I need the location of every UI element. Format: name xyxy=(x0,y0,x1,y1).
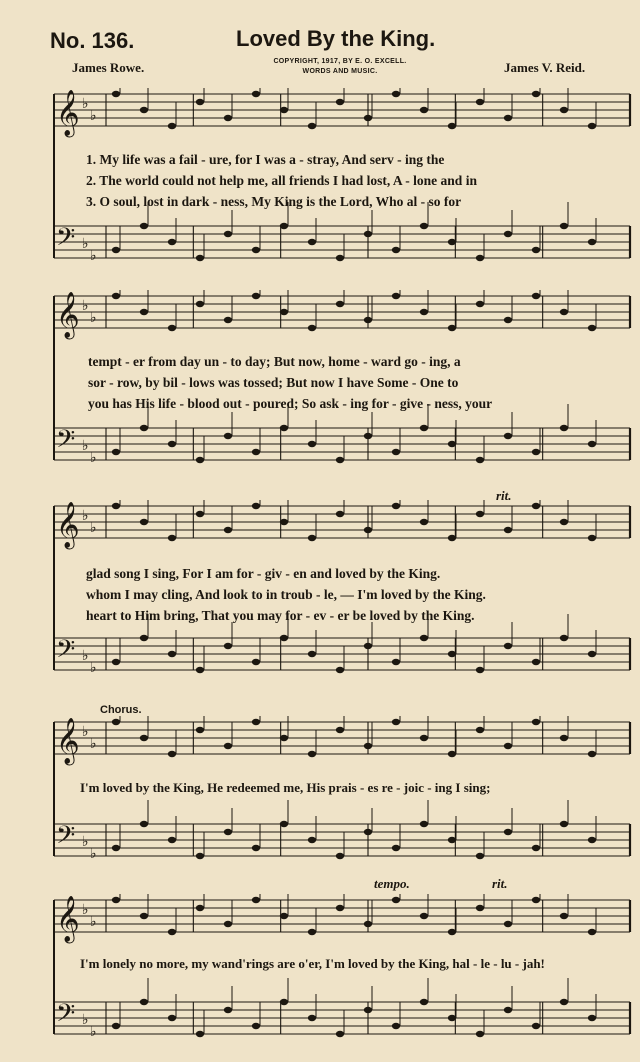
notehead xyxy=(448,837,456,843)
notehead xyxy=(112,293,120,299)
notehead xyxy=(588,929,596,935)
notehead xyxy=(252,503,260,509)
flat-icon: ♭ xyxy=(90,450,97,466)
notehead xyxy=(336,667,344,673)
notehead xyxy=(364,921,372,927)
flat-icon: ♭ xyxy=(90,520,97,536)
ritardando-mark: rit. xyxy=(496,488,512,503)
notehead xyxy=(252,1023,260,1029)
notehead xyxy=(560,309,568,315)
notehead xyxy=(504,1007,512,1013)
notehead xyxy=(560,821,568,827)
notehead xyxy=(252,845,260,851)
notehead xyxy=(532,845,540,851)
flat-icon: ♭ xyxy=(82,902,89,918)
notehead xyxy=(224,527,232,533)
notehead xyxy=(112,247,120,253)
notehead xyxy=(112,91,120,97)
flat-icon: ♭ xyxy=(90,108,97,124)
copyright-line: COPYRIGHT, 1917, BY E. O. EXCELL. xyxy=(273,58,407,65)
notehead xyxy=(308,239,316,245)
treble-clef-icon: 𝄞 xyxy=(56,896,80,942)
flat-icon: ♭ xyxy=(82,438,89,454)
notehead xyxy=(196,905,204,911)
notehead xyxy=(504,433,512,439)
notehead xyxy=(140,519,148,525)
notehead xyxy=(112,845,120,851)
notehead xyxy=(504,527,512,533)
notehead xyxy=(476,667,484,673)
notehead xyxy=(504,317,512,323)
notehead xyxy=(252,91,260,97)
notehead xyxy=(588,123,596,129)
notehead xyxy=(392,897,400,903)
notehead xyxy=(420,309,428,315)
notehead xyxy=(140,635,148,641)
flat-icon: ♭ xyxy=(90,660,97,676)
notehead xyxy=(336,511,344,517)
notehead xyxy=(168,535,176,541)
lyric-line: 3. O soul, lost in dark - ness, My King is the Lord, Who al - so for xyxy=(86,194,462,209)
notehead xyxy=(560,999,568,1005)
notehead xyxy=(308,651,316,657)
notehead xyxy=(476,511,484,517)
treble-clef-icon: 𝄞 xyxy=(56,718,80,764)
lyric-line: 1. My life was a fail - ure, for I was a - stray, And serv - ing the xyxy=(86,152,445,167)
notehead xyxy=(196,511,204,517)
notehead xyxy=(196,99,204,105)
treble-clef-icon: 𝄞 xyxy=(56,502,80,548)
notehead xyxy=(420,735,428,741)
notehead xyxy=(560,107,568,113)
notehead xyxy=(532,91,540,97)
notehead xyxy=(336,255,344,261)
lyric-line: you has His life - blood out - poured; So ask - ing for - give - ness, your xyxy=(88,396,493,411)
notehead xyxy=(504,921,512,927)
lyric-line: tempt - er from day un - to day; But now, home - ward go - ing, a xyxy=(88,354,461,369)
notehead xyxy=(448,123,456,129)
notehead xyxy=(588,651,596,657)
notehead xyxy=(168,239,176,245)
notehead xyxy=(168,325,176,331)
notehead xyxy=(364,829,372,835)
notehead xyxy=(196,667,204,673)
copyright-subline: WORDS AND MUSIC. xyxy=(302,68,378,75)
notehead xyxy=(280,913,288,919)
notehead xyxy=(448,751,456,757)
flat-icon: ♭ xyxy=(90,310,97,326)
flat-icon: ♭ xyxy=(82,1012,89,1028)
notehead xyxy=(336,301,344,307)
notehead xyxy=(504,743,512,749)
notehead xyxy=(588,837,596,843)
notehead xyxy=(560,635,568,641)
notehead xyxy=(168,837,176,843)
flat-icon: ♭ xyxy=(90,1024,97,1040)
notehead xyxy=(140,223,148,229)
lyric-line: whom I may cling, And look to in troub - le, — I'm loved by the King. xyxy=(86,587,486,602)
notehead xyxy=(392,719,400,725)
notehead xyxy=(280,519,288,525)
notehead xyxy=(504,115,512,121)
notehead xyxy=(420,999,428,1005)
notehead xyxy=(224,433,232,439)
notehead xyxy=(392,293,400,299)
notehead xyxy=(532,897,540,903)
notehead xyxy=(420,107,428,113)
notehead xyxy=(140,309,148,315)
notehead xyxy=(364,433,372,439)
chorus-label: Chorus. xyxy=(100,704,142,716)
notehead xyxy=(224,231,232,237)
notehead xyxy=(392,503,400,509)
notehead xyxy=(476,255,484,261)
notehead xyxy=(476,905,484,911)
notehead xyxy=(280,999,288,1005)
notehead xyxy=(448,929,456,935)
notehead xyxy=(448,535,456,541)
notehead xyxy=(308,441,316,447)
notehead xyxy=(196,1031,204,1037)
notehead xyxy=(308,123,316,129)
notehead xyxy=(196,457,204,463)
notehead xyxy=(224,317,232,323)
notehead xyxy=(336,727,344,733)
notehead xyxy=(168,651,176,657)
notehead xyxy=(140,425,148,431)
lyric-line: heart to Him bring, That you may for - ev - er be loved by the King. xyxy=(86,608,475,623)
notehead xyxy=(168,1015,176,1021)
notehead xyxy=(364,317,372,323)
notehead xyxy=(420,635,428,641)
lyric-line: I'm lonely no more, my wand'rings are o'er, I'm loved by the King, hal - le - lu - jah! xyxy=(80,956,545,971)
notehead xyxy=(280,735,288,741)
treble-clef-icon: 𝄞 xyxy=(56,292,80,338)
notehead xyxy=(532,659,540,665)
notehead xyxy=(140,999,148,1005)
copyright-notice xyxy=(240,57,440,77)
notehead xyxy=(532,503,540,509)
notehead xyxy=(392,247,400,253)
flat-icon: ♭ xyxy=(90,914,97,930)
notehead xyxy=(196,727,204,733)
ritardando-mark: rit. xyxy=(492,876,508,891)
hymn-title: Loved By the King. xyxy=(236,26,436,51)
lyric-line: sor - row, by bil - lows was tossed; But now I have Some - One to xyxy=(88,375,459,390)
notehead xyxy=(336,905,344,911)
notehead xyxy=(224,115,232,121)
flat-icon: ♭ xyxy=(90,846,97,862)
notehead xyxy=(140,735,148,741)
notehead xyxy=(392,449,400,455)
notehead xyxy=(448,325,456,331)
notehead xyxy=(252,659,260,665)
notehead xyxy=(224,743,232,749)
notehead xyxy=(252,719,260,725)
notehead xyxy=(252,897,260,903)
notehead xyxy=(560,425,568,431)
flat-icon: ♭ xyxy=(82,724,89,740)
notehead xyxy=(224,921,232,927)
notehead xyxy=(588,441,596,447)
notehead xyxy=(308,535,316,541)
notehead xyxy=(560,223,568,229)
notehead xyxy=(560,735,568,741)
notehead xyxy=(588,751,596,757)
notehead xyxy=(448,441,456,447)
notehead xyxy=(420,913,428,919)
flat-icon: ♭ xyxy=(82,298,89,314)
notehead xyxy=(588,535,596,541)
notehead xyxy=(364,231,372,237)
staff-group-5 xyxy=(46,894,636,1054)
notehead xyxy=(168,441,176,447)
tempo-mark: tempo. xyxy=(374,876,410,891)
notehead xyxy=(308,929,316,935)
notehead xyxy=(392,845,400,851)
notehead xyxy=(336,1031,344,1037)
notehead xyxy=(392,659,400,665)
notehead xyxy=(392,1023,400,1029)
bass-clef-icon: 𝄢 xyxy=(56,821,76,856)
flat-icon: ♭ xyxy=(82,508,89,524)
notehead xyxy=(196,853,204,859)
notehead xyxy=(532,449,540,455)
notehead xyxy=(532,1023,540,1029)
notehead xyxy=(112,449,120,455)
notehead xyxy=(336,853,344,859)
notehead xyxy=(420,519,428,525)
notehead xyxy=(476,99,484,105)
notehead xyxy=(560,913,568,919)
bass-clef-icon: 𝄢 xyxy=(56,223,76,258)
flat-icon: ♭ xyxy=(90,248,97,264)
flat-icon: ♭ xyxy=(82,96,89,112)
notehead xyxy=(280,821,288,827)
lyric-line: I'm loved by the King, He redeemed me, His prais - es re - joic - ing I sing; xyxy=(80,780,491,795)
notehead xyxy=(392,91,400,97)
notehead xyxy=(224,829,232,835)
notehead xyxy=(476,301,484,307)
lyricist-credit: James Rowe. xyxy=(72,60,145,75)
notehead xyxy=(252,247,260,253)
notehead xyxy=(504,643,512,649)
notehead xyxy=(112,659,120,665)
notehead xyxy=(280,309,288,315)
notehead xyxy=(364,527,372,533)
treble-clef-icon: 𝄞 xyxy=(56,90,80,136)
notehead xyxy=(588,1015,596,1021)
notehead xyxy=(420,821,428,827)
notehead xyxy=(112,503,120,509)
notehead xyxy=(308,325,316,331)
bass-clef-icon: 𝄢 xyxy=(56,635,76,670)
notehead xyxy=(448,239,456,245)
notehead xyxy=(560,519,568,525)
notehead xyxy=(112,1023,120,1029)
notehead xyxy=(336,457,344,463)
notehead xyxy=(224,1007,232,1013)
lyric-line: 2. The world could not help me, all friends I had lost, A - lone and in xyxy=(86,173,477,188)
notehead xyxy=(280,223,288,229)
notehead xyxy=(224,643,232,649)
notehead xyxy=(364,115,372,121)
notehead xyxy=(364,1007,372,1013)
notehead xyxy=(476,1031,484,1037)
notehead xyxy=(532,293,540,299)
notehead xyxy=(476,853,484,859)
notehead xyxy=(252,449,260,455)
notehead xyxy=(168,751,176,757)
notehead xyxy=(168,123,176,129)
notehead xyxy=(532,247,540,253)
notehead xyxy=(336,99,344,105)
flat-icon: ♭ xyxy=(82,834,89,850)
notehead xyxy=(504,829,512,835)
notehead xyxy=(588,325,596,331)
flat-icon: ♭ xyxy=(90,736,97,752)
notehead xyxy=(140,107,148,113)
notehead xyxy=(308,1015,316,1021)
notehead xyxy=(532,719,540,725)
notehead xyxy=(476,457,484,463)
bass-clef-icon: 𝄢 xyxy=(56,425,76,460)
notehead xyxy=(112,719,120,725)
notehead xyxy=(308,837,316,843)
bass-clef-icon: 𝄢 xyxy=(56,999,76,1034)
lyric-line: glad song I sing, For I am for - giv - en and loved by the King. xyxy=(86,566,441,581)
notehead xyxy=(140,821,148,827)
composer-credit: James V. Reid. xyxy=(504,60,586,75)
notehead xyxy=(420,425,428,431)
notehead xyxy=(448,1015,456,1021)
notehead xyxy=(504,231,512,237)
notehead xyxy=(448,651,456,657)
notehead xyxy=(140,913,148,919)
notehead xyxy=(476,727,484,733)
notehead xyxy=(112,897,120,903)
notehead xyxy=(280,107,288,113)
notehead xyxy=(280,635,288,641)
notehead xyxy=(196,255,204,261)
music-system-5 xyxy=(46,894,636,1054)
notehead xyxy=(364,743,372,749)
notehead xyxy=(168,929,176,935)
hymn-number: No. 136. xyxy=(50,28,135,53)
notehead xyxy=(588,239,596,245)
notehead xyxy=(196,301,204,307)
flat-icon: ♭ xyxy=(82,236,89,252)
notehead xyxy=(280,425,288,431)
notehead xyxy=(252,293,260,299)
flat-icon: ♭ xyxy=(82,648,89,664)
notehead xyxy=(420,223,428,229)
notehead xyxy=(308,751,316,757)
notehead xyxy=(364,643,372,649)
